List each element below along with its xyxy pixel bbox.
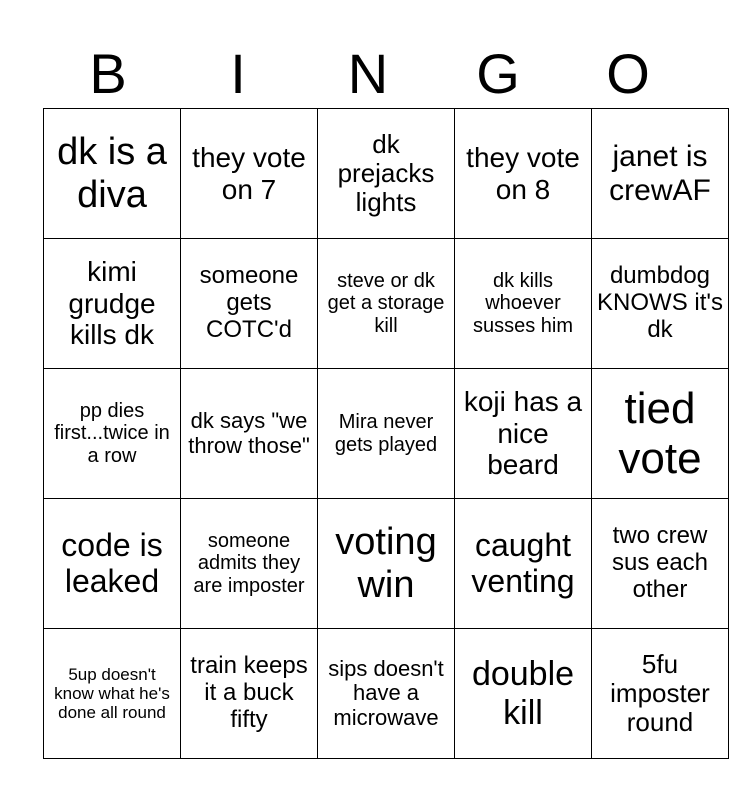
- bingo-cell[interactable]: two crew sus each other: [592, 499, 729, 629]
- bingo-cell[interactable]: caught venting: [455, 499, 592, 629]
- bingo-cell[interactable]: pp dies first...twice in a row: [44, 369, 181, 499]
- board-row: [44, 499, 729, 629]
- bingo-cell[interactable]: sips doesn't have a microwave: [318, 629, 455, 759]
- bingo-cell[interactable]: dk kills whoever susses him: [455, 239, 592, 369]
- board-row: [44, 109, 729, 239]
- bingo-cell[interactable]: Mira never gets played: [318, 369, 455, 499]
- board-row: [44, 369, 729, 499]
- bingo-cell[interactable]: they vote on 8: [455, 109, 592, 239]
- header-letter-b: B: [89, 42, 127, 105]
- bingo-cell[interactable]: someone gets COTC'd: [181, 239, 318, 369]
- bingo-cell[interactable]: someone admits they are imposter: [181, 499, 318, 629]
- bingo-cell[interactable]: koji has a nice beard: [455, 369, 592, 499]
- bingo-cell[interactable]: 5up doesn't know what he's done all round: [44, 629, 181, 759]
- bingo-cell[interactable]: dk is a diva: [44, 109, 181, 239]
- bingo-cell[interactable]: double kill: [455, 629, 592, 759]
- bingo-cell[interactable]: dk says "we throw those": [181, 369, 318, 499]
- header-letter-i: I: [230, 42, 246, 105]
- bingo-cell[interactable]: kimi grudge kills dk: [44, 239, 181, 369]
- header-letter-o: O: [606, 42, 650, 105]
- bingo-cell[interactable]: train keeps it a buck fifty: [181, 629, 318, 759]
- bingo-header: [43, 44, 693, 104]
- bingo-board: [43, 108, 729, 759]
- bingo-cell[interactable]: janet is crewAF: [592, 109, 729, 239]
- bingo-cell[interactable]: dk prejacks lights: [318, 109, 455, 239]
- bingo-cell[interactable]: code is leaked: [44, 499, 181, 629]
- board-row: [44, 239, 729, 369]
- bingo-cell[interactable]: voting win: [318, 499, 455, 629]
- board-row: [44, 629, 729, 759]
- bingo-cell[interactable]: they vote on 7: [181, 109, 318, 239]
- bingo-cell[interactable]: 5fu imposter round: [592, 629, 729, 759]
- bingo-cell[interactable]: tied vote: [592, 369, 729, 499]
- header-letter-n: N: [347, 42, 389, 105]
- bingo-cell[interactable]: dumbdog KNOWS it's dk: [592, 239, 729, 369]
- bingo-cell[interactable]: steve or dk get a storage kill: [318, 239, 455, 369]
- header-letter-g: G: [476, 42, 520, 105]
